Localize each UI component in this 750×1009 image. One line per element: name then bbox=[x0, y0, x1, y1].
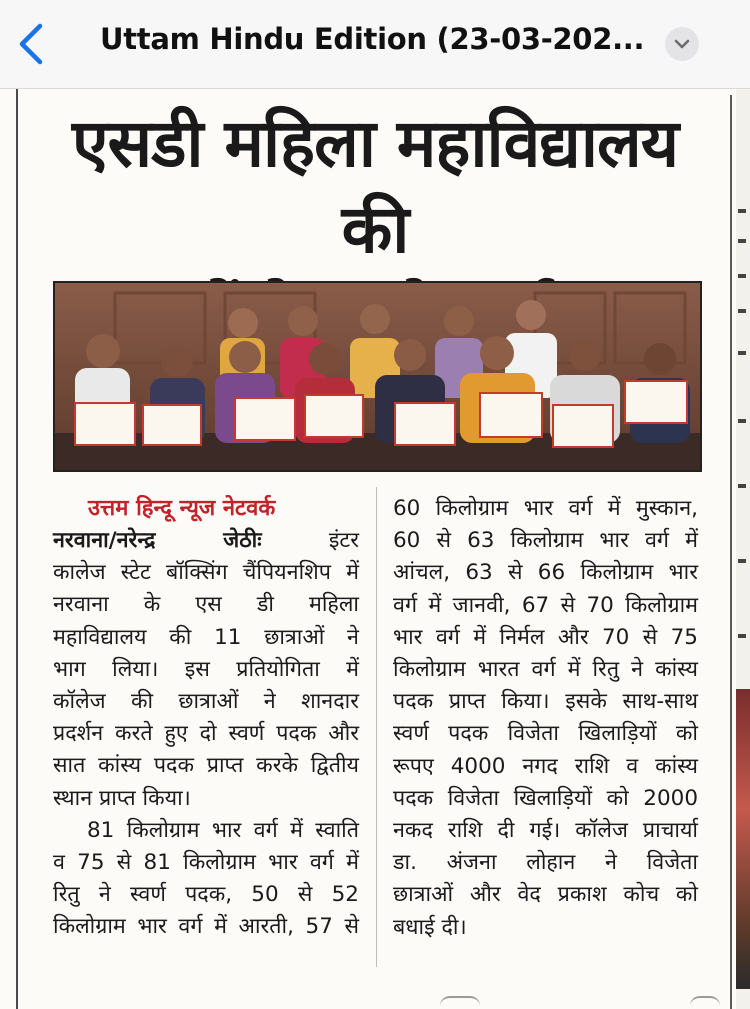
text-line: डा. अंजना लोहान ने विजेता bbox=[393, 850, 698, 876]
text-line: सात कांस्य पदक प्राप्त करके द्वितीय bbox=[53, 753, 359, 779]
page-edge-mark bbox=[440, 996, 480, 1008]
text-line: रितु ने स्वर्ण पदक, 50 से 52 bbox=[53, 882, 359, 908]
navigation-bar bbox=[0, 0, 750, 89]
text-line: 60 किलोग्राम भार वर्ग में मुस्कान, bbox=[393, 496, 698, 521]
text-line: नकद राशि दी गई। कॉलेज प्राचार्या bbox=[393, 818, 698, 844]
text-line: पदक प्राप्त किया। इसके साथ-साथ bbox=[393, 689, 698, 715]
text-line: स्वर्ण पदक विजेता खिलाड़ियों को bbox=[393, 721, 698, 747]
article-byline: उत्तम हिन्दू न्यूज नेटवर्क bbox=[88, 496, 276, 521]
text-line: कॉलेज की छात्राओं ने शानदार bbox=[53, 689, 359, 715]
text-line: छात्राओं और वेद प्रकाश कोच को bbox=[393, 882, 698, 908]
column-rule bbox=[730, 95, 732, 1009]
text-line: 81 किलोग्राम भार वर्ग में स्वाति bbox=[87, 817, 359, 843]
text-line: इंटर bbox=[328, 528, 359, 553]
adjacent-article-edge bbox=[736, 89, 750, 1009]
back-chevron-icon[interactable] bbox=[14, 20, 50, 68]
text-line: भार वर्ग में निर्मल और 70 से 75 bbox=[393, 624, 698, 650]
text-line: महाविद्यालय की 11 छात्राओं ने bbox=[53, 624, 359, 650]
text-line: रूपए 4000 नगद राशि व कांस्य bbox=[393, 753, 698, 779]
text-line: स्थान प्राप्त किया। bbox=[53, 785, 191, 811]
column-divider bbox=[376, 487, 377, 967]
column-rule bbox=[16, 89, 18, 1009]
article-column-2 bbox=[393, 493, 698, 944]
text-line: भाग लिया। इस प्रतियोगिता में bbox=[53, 656, 359, 682]
text-line: व 75 से 81 किलोग्राम भार वर्ग में bbox=[53, 850, 359, 876]
text-line: पदक विजेता खिलाड़ियों को 2000 bbox=[393, 785, 698, 811]
newspaper-page bbox=[0, 89, 750, 1009]
article-photo bbox=[53, 281, 702, 472]
text-line: बधाई दी। bbox=[393, 914, 467, 940]
article-dateline: नरवाना/नरेन्द्र जेठीः bbox=[53, 528, 262, 553]
text-line: वर्ग में जानवी, 67 से 70 किलोग्राम bbox=[393, 592, 698, 618]
text-line: आंचल, 63 से 66 किलोग्राम भार bbox=[393, 560, 698, 586]
text-line: नरवाना के एस डी महिला bbox=[53, 592, 359, 618]
article-column-1 bbox=[53, 525, 359, 944]
document-title: Uttam Hindu Edition (23-03-202... bbox=[100, 22, 645, 56]
text-line: प्रदर्शन करते हुए दो स्वर्ण पदक और bbox=[53, 721, 359, 747]
chevron-down-icon[interactable] bbox=[665, 27, 699, 61]
text-line: किलोग्राम भार वर्ग में आरती, 57 से bbox=[53, 914, 359, 940]
page-edge-mark bbox=[690, 996, 720, 1008]
text-line: कालेज स्टेट बॉक्सिंग चैंपियनशिप में bbox=[53, 560, 359, 586]
text-line: किलोग्राम भारत वर्ग में रितु ने कांस्य bbox=[393, 657, 698, 683]
text-line: 60 से 63 किलोग्राम भार वर्ग में bbox=[393, 528, 698, 554]
headline-line: एसडी महिला महाविद्यालय की bbox=[71, 105, 679, 268]
